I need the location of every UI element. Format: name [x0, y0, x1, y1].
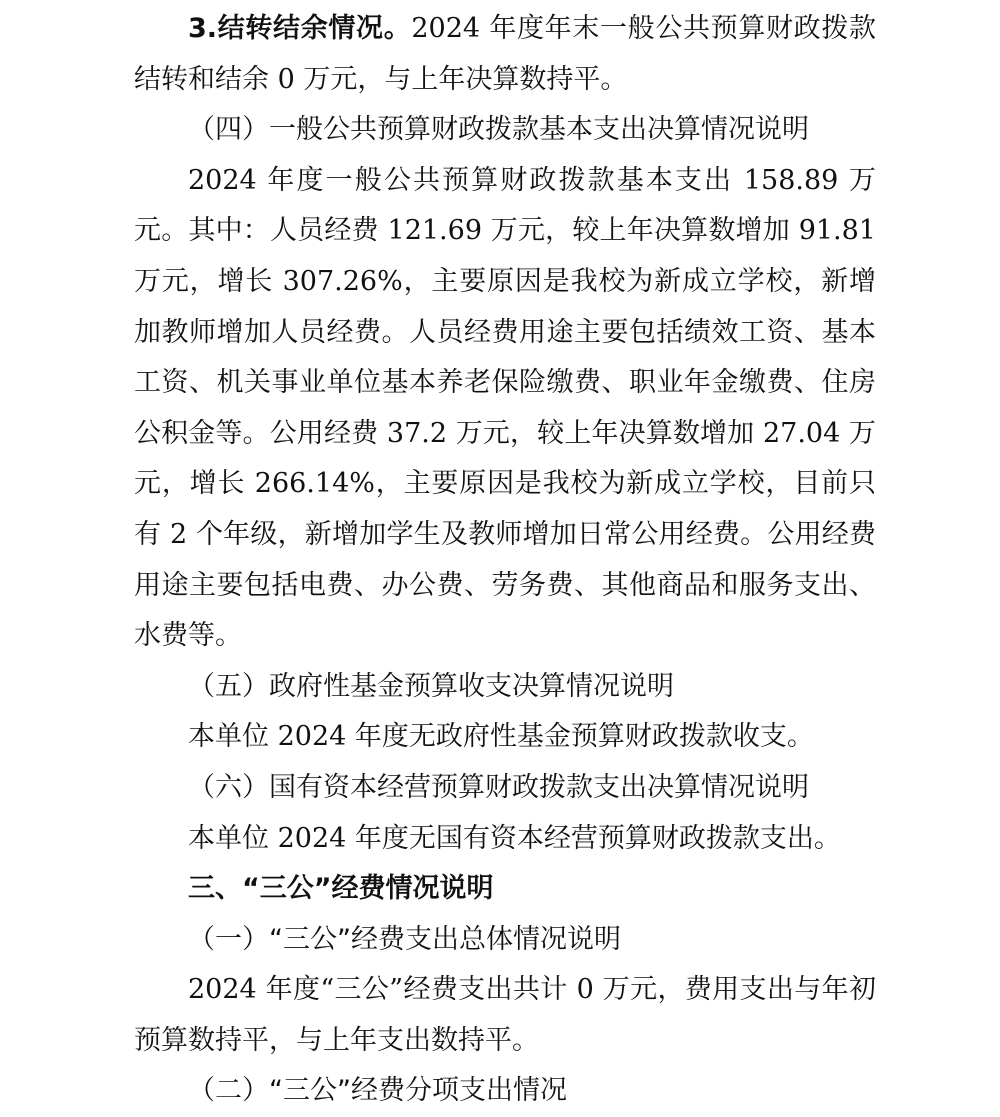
basic-expenditure-paragraph: 2024 年度一般公共预算财政拨款基本支出 158.89 万元。其中：人员经费 121.69 万元，较上年决算数增加 91.81 万元，增长 307.26%，主要原因是我校为新成立学校，新增加教师增加人员经费。人员经费用途主要包括绩效工资、基本工资、机关事业单位基本养老保险缴费、职业年金缴费、住房公积金等。公用经费 37.2 万元，较上年决算数增加 27.04 万元，增长 266.14%，主要原因是我校为新成立学校，目前只有 2 个年级，新增加学生及教师增加日常公用经费。公用经费用途主要包括电费、办公费、劳务费、其他商品和服务支出、水费等。 — [134, 164, 876, 652]
carryover-paragraph — [134, 4, 876, 105]
carryover-text: 2024 年度年末一般公共预算财政拨款结转和结余 0 万元，与上年决算数持平。 — [134, 13, 876, 95]
heading-three-public-itemized: （二）“三公”经费分项支出情况 — [188, 1075, 567, 1107]
heading-basic-expenditure: （四）一般公共预算财政拨款基本支出决算情况说明 — [188, 114, 809, 146]
heading-three-public-overall: （一）“三公”经费支出总体情况说明 — [188, 923, 621, 955]
carryover-lead: 3.结转结余情况。 — [188, 13, 412, 44]
three-public-overall-paragraph: 2024 年度“三公”经费支出共计 0 万元，费用支出与年初预算数持平，与上年支出数持平。 — [134, 974, 876, 1056]
section-three-public-expenses: 三、“三公”经费情况说明 — [188, 873, 494, 905]
state-capital-paragraph: 本单位 2024 年度无国有资本经营预算财政拨款支出。 — [188, 822, 841, 854]
heading-government-fund: （五）政府性基金预算收支决算情况说明 — [188, 670, 674, 702]
government-fund-paragraph: 本单位 2024 年度无政府性基金预算财政拨款收支。 — [188, 721, 814, 753]
heading-state-capital: （六）国有资本经营预算财政拨款支出决算情况说明 — [188, 771, 809, 803]
